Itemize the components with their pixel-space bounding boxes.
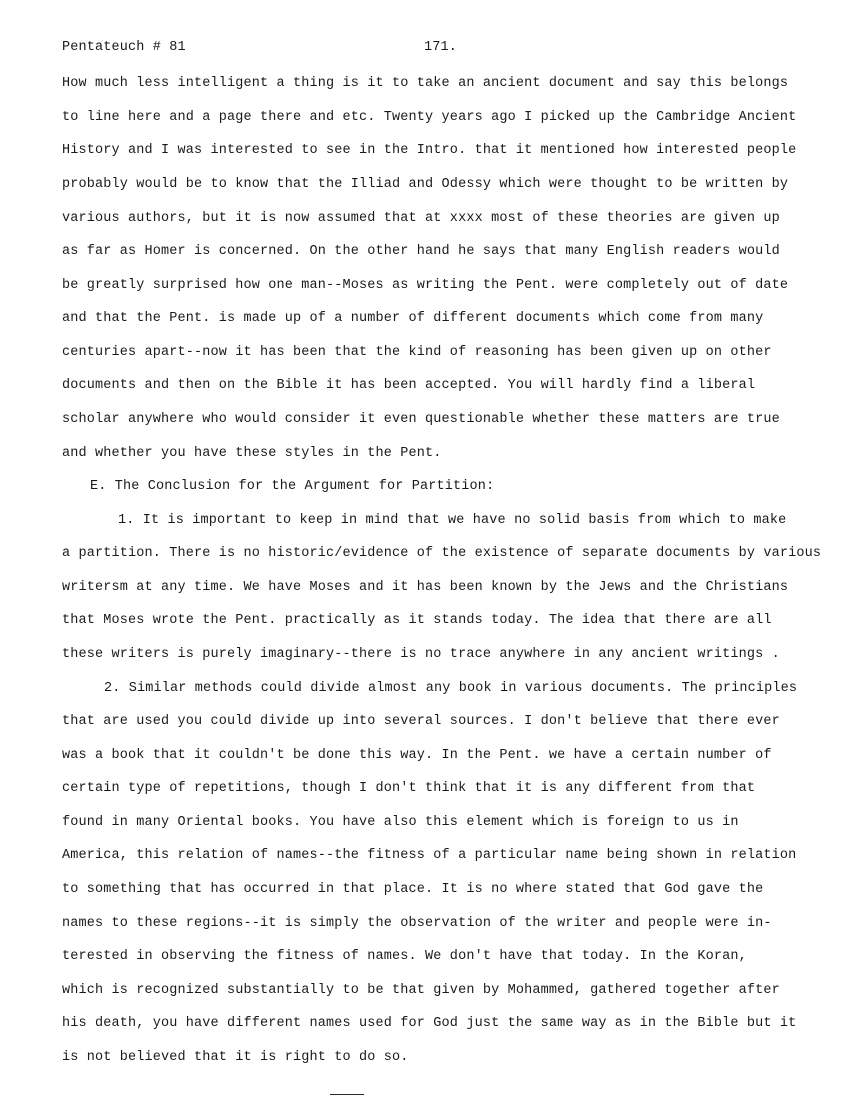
- text-line: certain type of repetitions, though I don't think that it is any different from that: [62, 781, 756, 796]
- page-number: 171.: [424, 40, 458, 55]
- text-line: his death, you have different names used for God just the same way as in the Bible but it: [62, 1016, 797, 1031]
- text-line: various authors, but it is now assumed that at xxxx most of these theories are given up: [62, 211, 780, 226]
- text-line: 2. Similar methods could divide almost any book in various documents. The principles: [104, 681, 798, 696]
- text-line: is not believed that it is right to do so.: [62, 1050, 409, 1065]
- text-line: names to these regions--it is simply the observation of the writer and people were in-: [62, 916, 772, 931]
- text-line: as far as Homer is concerned. On the other hand he says that many English readers would: [62, 244, 780, 259]
- text-line: be greatly surprised how one man--Moses as writing the Pent. were completely out of date: [62, 278, 789, 293]
- page-break-mark: [330, 1094, 364, 1095]
- text-line: writersm at any time. We have Moses and it has been known by the Jews and the Christians: [62, 580, 789, 595]
- text-line: a partition. There is no historic/evidence of the existence of separate documents by various: [62, 546, 822, 561]
- text-line: which is recognized substantially to be that given by Mohammed, gathered together after: [62, 983, 780, 998]
- text-line: that Moses wrote the Pent. practically as it stands today. The idea that there are all: [62, 613, 772, 628]
- text-line: terested in observing the fitness of names. We don't have that today. In the Koran,: [62, 949, 747, 964]
- text-line: was a book that it couldn't be done this way. In the Pent. we have a certain number of: [62, 748, 772, 763]
- text-line: documents and then on the Bible it has been accepted. You will hardly find a liberal: [62, 378, 756, 393]
- text-line: How much less intelligent a thing is it to take an ancient document and say this belongs: [62, 76, 789, 91]
- text-line: to line here and a page there and etc. Twenty years ago I picked up the Cambridge Ancient: [62, 110, 797, 125]
- text-line: 1. It is important to keep in mind that we have no solid basis from which to make: [118, 513, 787, 528]
- text-line: centuries apart--now it has been that the kind of reasoning has been given up on other: [62, 345, 772, 360]
- text-line: History and I was interested to see in the Intro. that it mentioned how interested people: [62, 143, 797, 158]
- section-heading: E. The Conclusion for the Argument for Partition:: [90, 479, 495, 494]
- text-line: and whether you have these styles in the Pent.: [62, 446, 442, 461]
- text-line: these writers is purely imaginary--there is no trace anywhere in any ancient writings .: [62, 647, 780, 662]
- text-line: found in many Oriental books. You have also this element which is foreign to us in: [62, 815, 739, 830]
- text-line: America, this relation of names--the fitness of a particular name being shown in relation: [62, 848, 797, 863]
- header-left: Pentateuch # 81: [62, 40, 186, 55]
- text-line: to something that has occurred in that place. It is no where stated that God gave the: [62, 882, 764, 897]
- text-line: scholar anywhere who would consider it even questionable whether these matters are true: [62, 412, 780, 427]
- text-line: and that the Pent. is made up of a number of different documents which come from many: [62, 311, 764, 326]
- text-line: that are used you could divide up into several sources. I don't believe that there ever: [62, 714, 780, 729]
- text-line: probably would be to know that the Illiad and Odessy which were thought to be written by: [62, 177, 789, 192]
